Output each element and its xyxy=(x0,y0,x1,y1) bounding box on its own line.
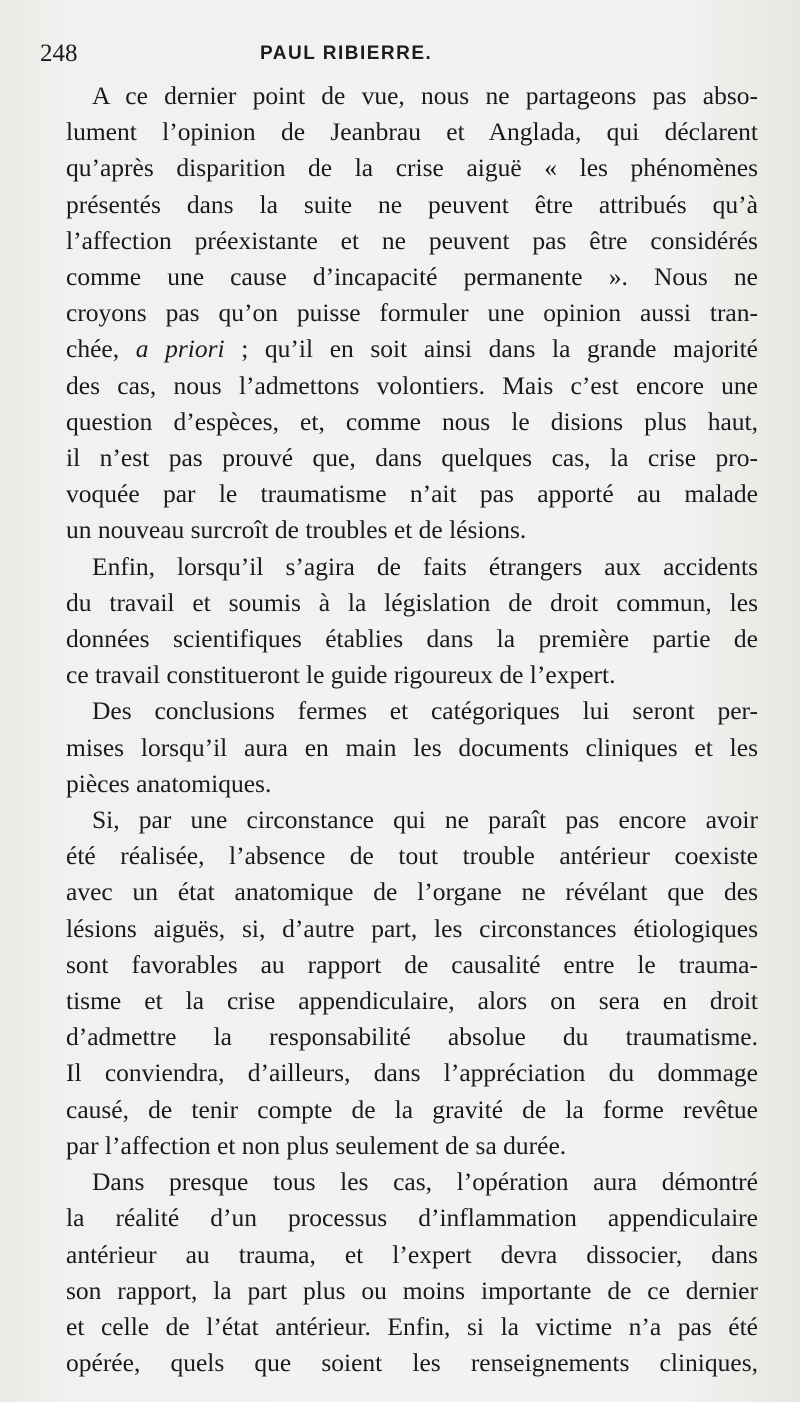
text-line: été réalisée, l’absence de tout trouble antérieur coexiste xyxy=(66,841,758,871)
text-line: du travail et soumis à la législation de droit commun, les xyxy=(66,587,758,617)
page-header xyxy=(40,40,752,74)
paragraph xyxy=(40,1164,758,1381)
text-line: d’admettre la responsabilité absolue du traumatisme. xyxy=(66,1022,758,1052)
text-line: opérée, quels que soient les renseignements cliniques, xyxy=(66,1348,758,1378)
text-line: sont favorables au rapport de causalité entre le trauma- xyxy=(66,949,758,979)
text-line: avec un état anatomique de l’organe ne révélant que des xyxy=(66,877,758,907)
text-line: un nouveau surcroît de troubles et de lésions. xyxy=(66,515,527,545)
paragraph xyxy=(40,549,758,694)
text-line: Enfin, lorsqu’il s’agira de faits étrangers aux accidents xyxy=(92,551,758,581)
text-line-with-italic: chée, a priori ; qu’il en soit ainsi dans la grande majorité xyxy=(66,334,758,364)
text-line: il n’est pas prouvé que, dans quelques cas, la crise pro- xyxy=(66,443,758,473)
paragraph xyxy=(40,693,758,802)
page-number: 248 xyxy=(40,40,78,67)
text-line: Si, par une circonstance qui ne paraît pas encore avoir xyxy=(92,805,758,835)
running-head: PAUL RIBIERRE. xyxy=(260,43,433,64)
text-line: pièces anatomiques. xyxy=(66,768,272,798)
body-text xyxy=(40,78,758,1381)
paragraph xyxy=(40,802,758,1164)
text-line: antérieur au trauma, et l’expert devra dissocier, dans xyxy=(66,1239,758,1269)
text-line: causé, de tenir compte de la gravité de la forme revêtue xyxy=(66,1094,758,1124)
text-line: comme une cause d’incapacité permanente ». Nous ne xyxy=(66,262,758,292)
text-line: son rapport, la part plus ou moins importante de ce dernier xyxy=(66,1275,758,1305)
text-line: question d’espèces, et, comme nous le disions plus haut, xyxy=(66,406,758,436)
text-line: des cas, nous l’admettons volontiers. Mais c’est encore une xyxy=(66,370,758,400)
text-line: lésions aiguës, si, d’autre part, les circonstances étiologiques xyxy=(66,913,758,943)
text-line: tisme et la crise appendiculaire, alors on sera en droit xyxy=(66,986,758,1016)
text-line: Des conclusions fermes et catégoriques lui seront per- xyxy=(92,696,758,726)
italic-phrase: a priori xyxy=(135,334,225,364)
text-line: lument l’opinion de Jeanbrau et Anglada, qui déclarent xyxy=(66,117,758,147)
text-line: A ce dernier point de vue, nous ne partageons pas abso- xyxy=(92,81,758,110)
text-line: l’affection préexistante et ne peuvent pas être considérés xyxy=(66,225,758,255)
text-line: mises lorsqu’il aura en main les documents cliniques et les xyxy=(66,732,758,762)
paragraph xyxy=(40,78,758,549)
text-line: la réalité d’un processus d’inflammation appendiculaire xyxy=(66,1203,758,1233)
text-line: par l’affection et non plus seulement de sa durée. xyxy=(66,1130,567,1160)
text-line: voquée par le traumatisme n’ait pas apporté au malade xyxy=(66,479,758,509)
text-line: et celle de l’état antérieur. Enfin, si la victime n’a pas été xyxy=(66,1311,758,1341)
text-line: croyons pas qu’on puisse formuler une opinion aussi tran- xyxy=(66,298,758,328)
text-line: ce travail constitueront le guide rigoureux de l’expert. xyxy=(66,660,616,690)
text-line: présentés dans la suite ne peuvent être attribués qu’à xyxy=(66,189,758,219)
text-line: données scientifiques établies dans la première partie de xyxy=(66,624,758,654)
text-line: Il conviendra, d’ailleurs, dans l’appréciation du dommage xyxy=(66,1058,758,1088)
text-line: qu’après disparition de la crise aiguë « les phénomènes xyxy=(66,153,758,183)
text-line: Dans presque tous les cas, l’opération aura démontré xyxy=(92,1167,758,1197)
